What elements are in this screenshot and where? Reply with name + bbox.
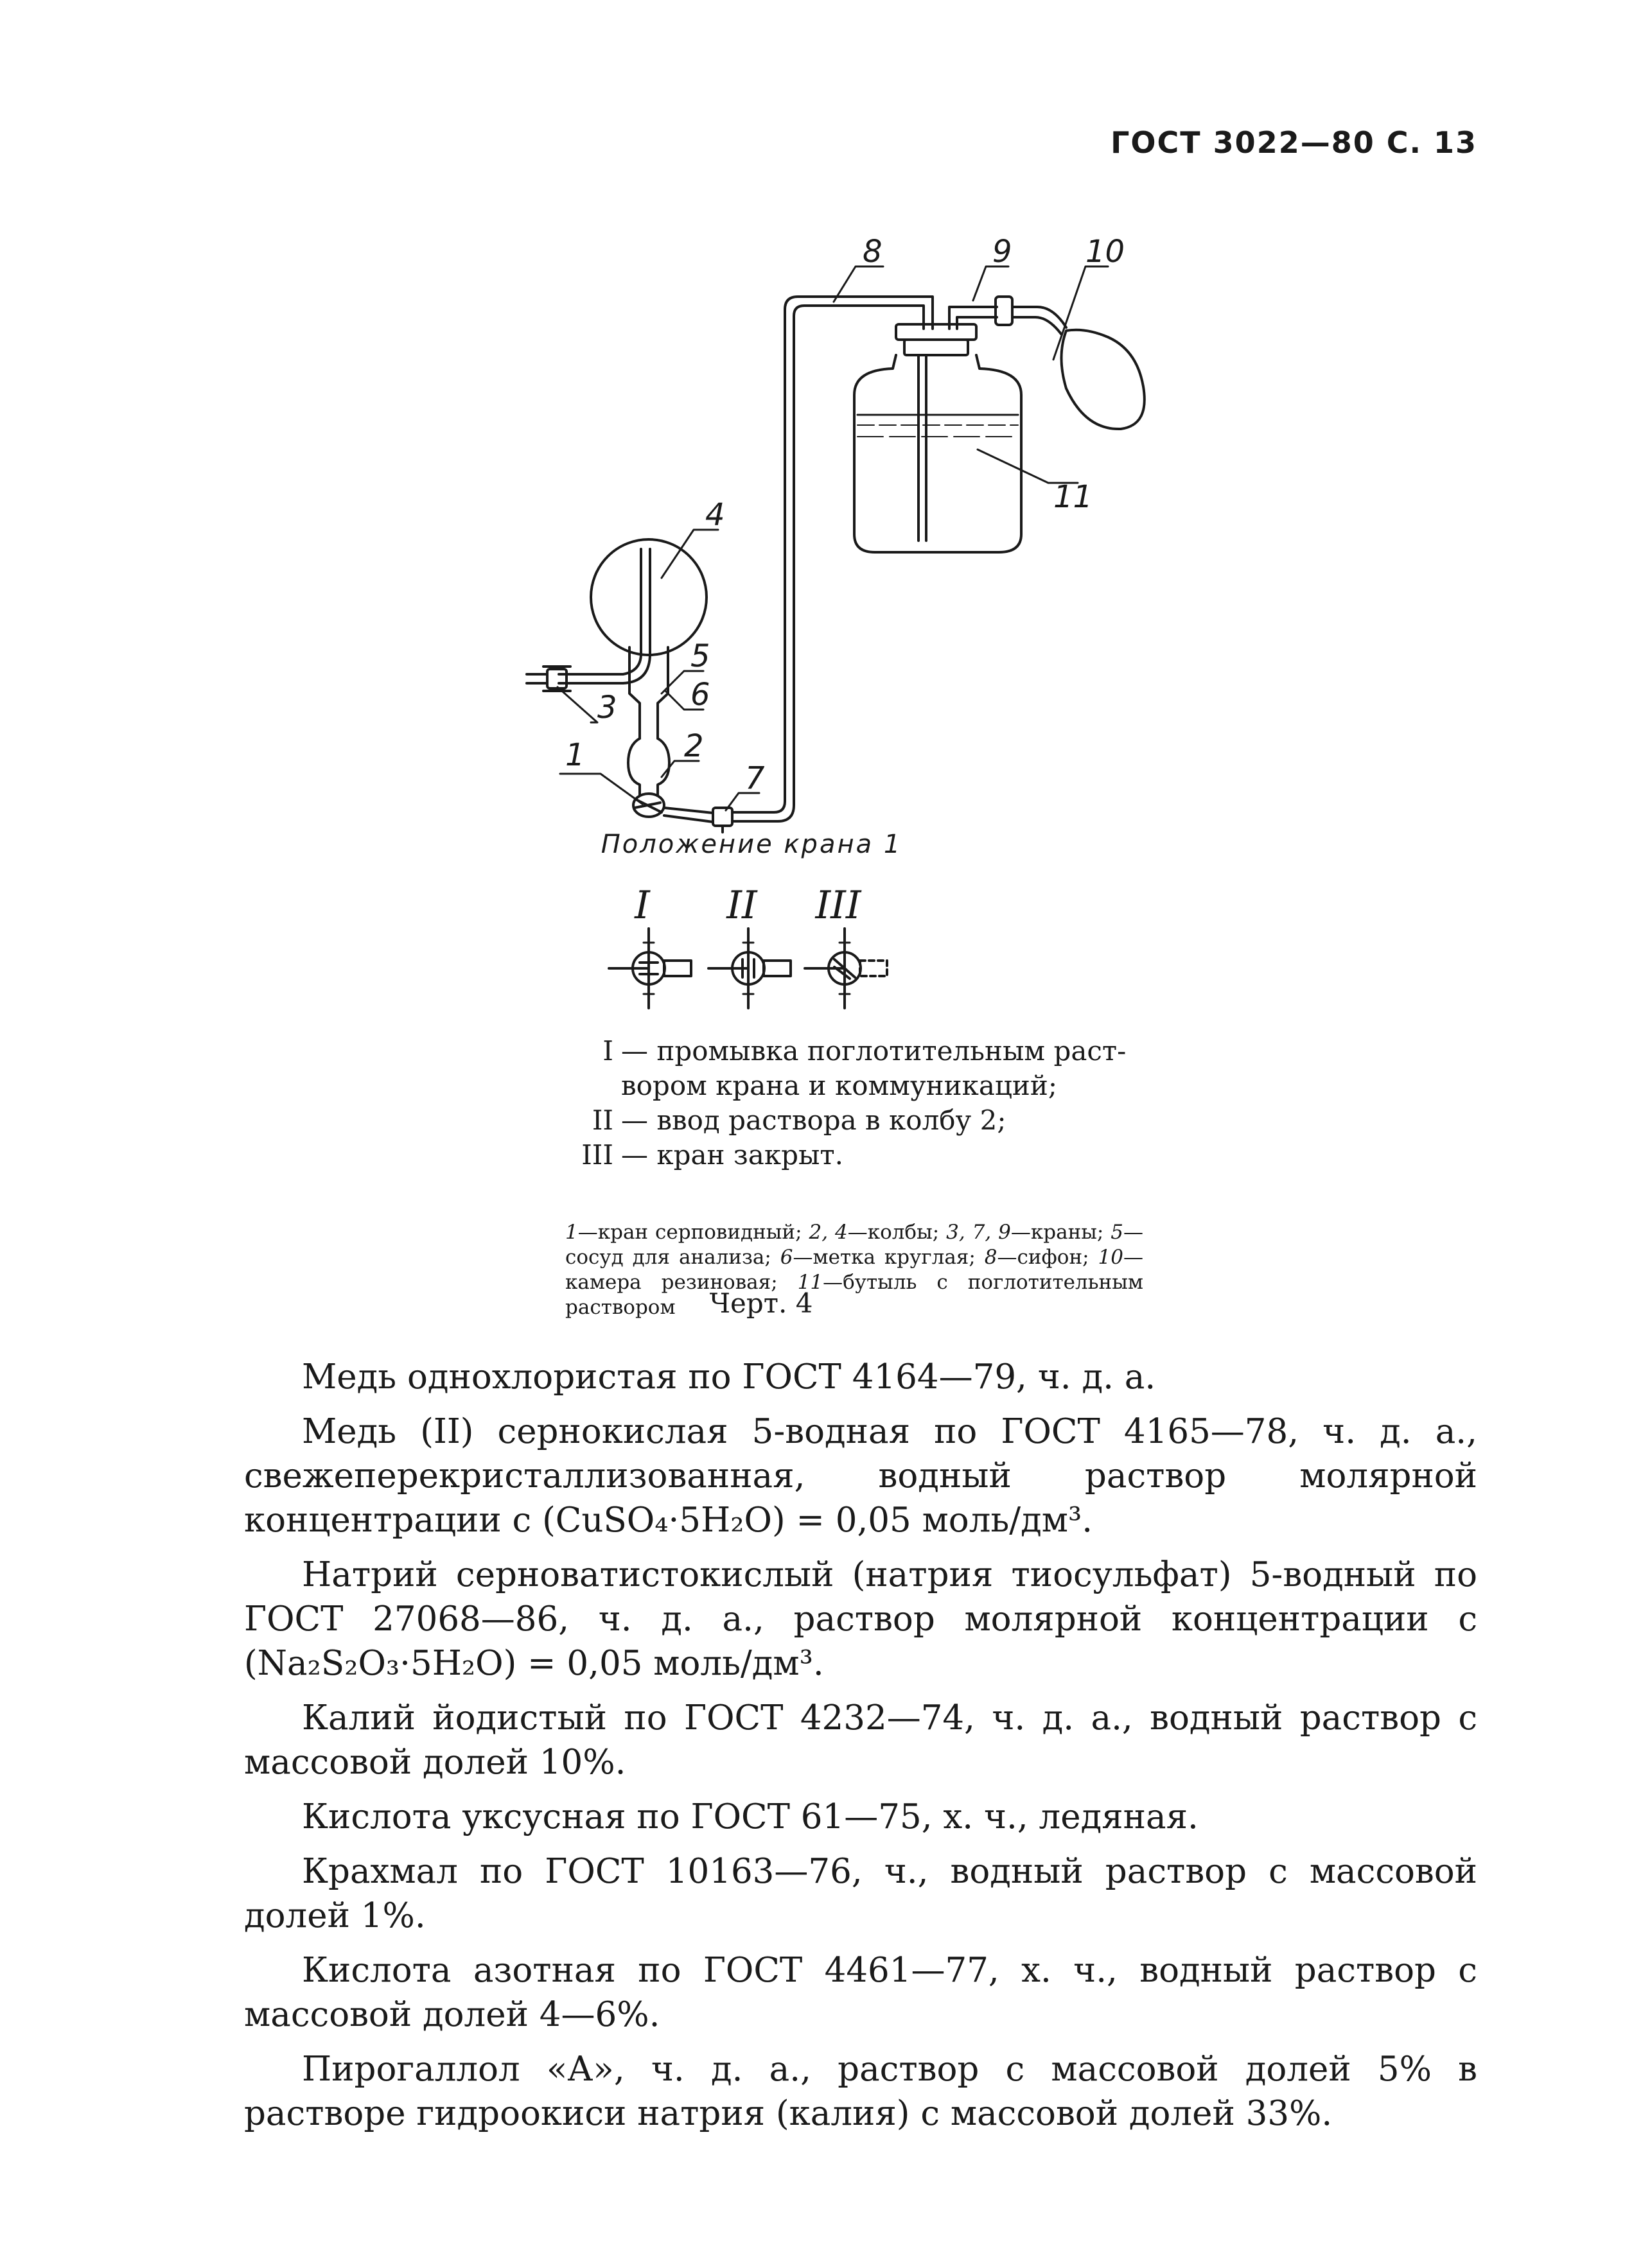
- label-7: 7: [745, 760, 765, 796]
- positions-legend: [562, 1034, 1166, 1173]
- paragraph: Крахмал по ГОСТ 10163—76, ч., водный раствор с массовой долей 1%.: [244, 1852, 1477, 1935]
- label-9: 9: [992, 234, 1012, 270]
- stopcock-position-I: [609, 929, 691, 1008]
- figure-caption: Черт. 4: [709, 1287, 813, 1319]
- paragraph: Калий йодистый по ГОСТ 4232—74, ч. д. а., водный раствор с массовой долей 10%.: [244, 1698, 1477, 1782]
- paragraph: Натрий серноватистокислый (натрия тиосульфат) 5-водный по ГОСТ 27068—86, ч. д. а., раствор молярной концентрации с (Na₂S₂O₃·5H₂O) = 0,05 моль/дм³.: [244, 1555, 1477, 1683]
- positions-caption: Положение крана 1: [601, 830, 902, 859]
- legend-row-I: I — промывка поглотительным раст-: [602, 1035, 1127, 1067]
- siphon-tube: [732, 297, 933, 821]
- label-2: 2: [684, 728, 704, 764]
- label-11: 11: [1053, 479, 1093, 515]
- stopcock-position-III: [805, 929, 887, 1008]
- paragraph: Медь (II) сернокислая 5-водная по ГОСТ 4165—78, ч. д. а., свежеперекристаллизованная, водный раствор молярной концентрации с (CuSO₄·5H₂O) = 0,05 моль/дм³.: [244, 1412, 1477, 1540]
- paragraph: Медь однохлористая по ГОСТ 4164—79, ч. д. а.: [302, 1357, 1156, 1397]
- stopcock-3: [527, 667, 570, 691]
- label-6: 6: [690, 677, 710, 713]
- legend-row-III: III — кран закрыт.: [581, 1139, 843, 1171]
- apparatus-diagram: [0, 0, 1625, 1027]
- flask-assembly: [559, 539, 713, 822]
- page-header: ГОСТ 3022—80 С. 13: [1111, 125, 1477, 160]
- label-1: 1: [565, 737, 585, 773]
- label-10: 10: [1085, 234, 1125, 270]
- label-3: 3: [597, 690, 617, 726]
- paragraph: Кислота уксусная по ГОСТ 61—75, х. ч., ледяная.: [302, 1797, 1199, 1836]
- position-II-label: II: [726, 883, 757, 928]
- stopcock-position-II: [708, 929, 791, 1008]
- bottle-11: [854, 324, 1021, 552]
- paragraph: Кислота азотная по ГОСТ 4461—77, х. ч., водный раствор с массовой долей 4—6%.: [244, 1951, 1477, 2034]
- stopcock-7: [713, 808, 732, 832]
- position-I-label: I: [635, 883, 650, 928]
- legend-row-II: II — ввод раствора в колбу 2;: [592, 1104, 1006, 1136]
- label-4: 4: [705, 497, 725, 533]
- position-III-label: III: [815, 883, 861, 928]
- legend-row-I-continued: вором крана и коммуникаций;: [621, 1070, 1058, 1101]
- parts-legend: 1—кран серповидный; 2, 4—колбы; 3, 7, 9—краны; 5—сосуд для анализа; 6—метка круглая; 8—сифон; 10—камера резиновая; 11—бутыль с поглотительным раствором: [565, 1221, 1144, 1319]
- stopcock-positions: [609, 883, 887, 1008]
- label-5: 5: [690, 638, 710, 674]
- reagents-list: [244, 1355, 1477, 2146]
- paragraph: Пирогаллол «А», ч. д. а., раствор с массовой долей 5% в растворе гидроокиси натрия (калия) с массовой долей 33%.: [244, 2050, 1477, 2133]
- label-8: 8: [863, 234, 883, 270]
